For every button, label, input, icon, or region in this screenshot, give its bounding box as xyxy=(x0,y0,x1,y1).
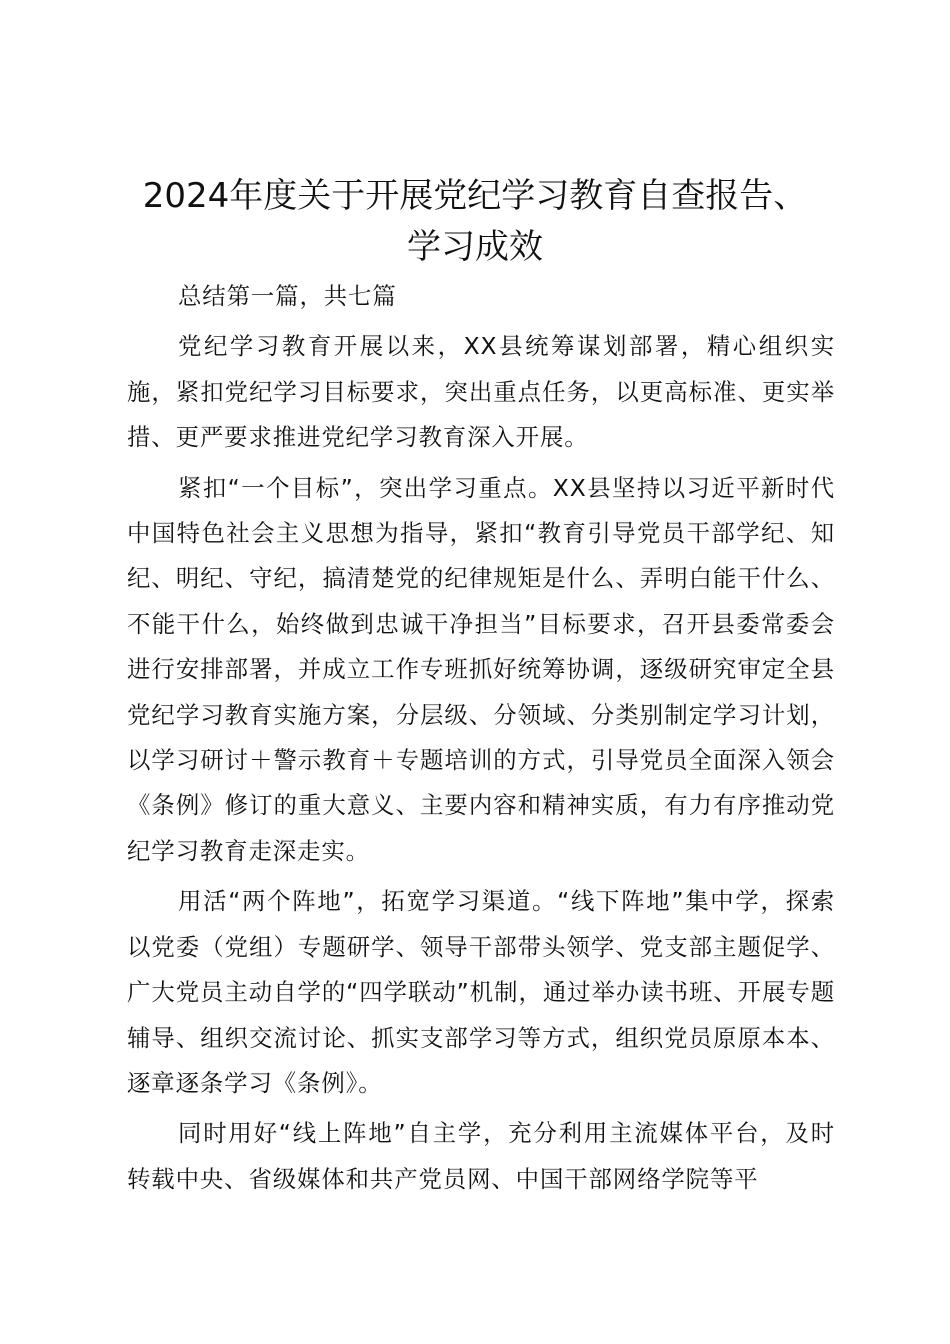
document-subtitle: 总结第一篇，共七篇 xyxy=(178,282,397,310)
paragraph-one-goal: 紧扣“一个目标”，突出学习重点。XX县坚持以习近平新时代中国特色社会主义思想为指导，紧扣“教育引导党员干部学纪、知纪、明纪、守纪，搞清楚党的纪律规矩是什么、弄明白能干什么、不能干什么，始终做到忠诚干净担当”目标要求，召开县委常委会进行安排部署，并成立工作专班抓好统筹协调，逐级研究审定全县党纪学习教育实施方案，分层级、分领域、分类别制定学习计划，以学习研讨＋警示教育＋专题培训的方式，引导党员全面深入领会《条例》修订的重大意义、主要内容和精神实质，有力有序推动党纪学习教育走深走实。 xyxy=(127,473,835,865)
document-title-line-2: 学习成效 xyxy=(407,227,543,267)
paragraph-online-learning: 同时用好“线上阵地”自主学，充分利用主流媒体平台，及时转载中央、省级媒体和共产党员网、中国干部网络学院等平 xyxy=(127,1119,835,1193)
paragraph-intro: 党纪学习教育开展以来，XX县统筹谋划部署，精心组织实施，紧扣党纪学习目标要求，突出重点任务，以更高标准、更实举措、更严要求推进党纪学习教育深入开展。 xyxy=(127,332,835,452)
document-body xyxy=(127,274,835,1202)
paragraph-two-positions: 用活“两个阵地”，拓宽学习渠道。“线下阵地”集中学，探索以党委（党组）专题研学、领导干部带头领学、党支部主题促学、广大党员主动自学的“四学联动”机制，通过举办读书班、开展专题辅导、组织交流讨论、抓实支部学习等方式，组织党员原原本本、逐章逐条学习《条例》。 xyxy=(127,887,835,1097)
document-title-line-1: 2024年度关于开展党纪学习教育自查报告、 xyxy=(142,176,808,216)
